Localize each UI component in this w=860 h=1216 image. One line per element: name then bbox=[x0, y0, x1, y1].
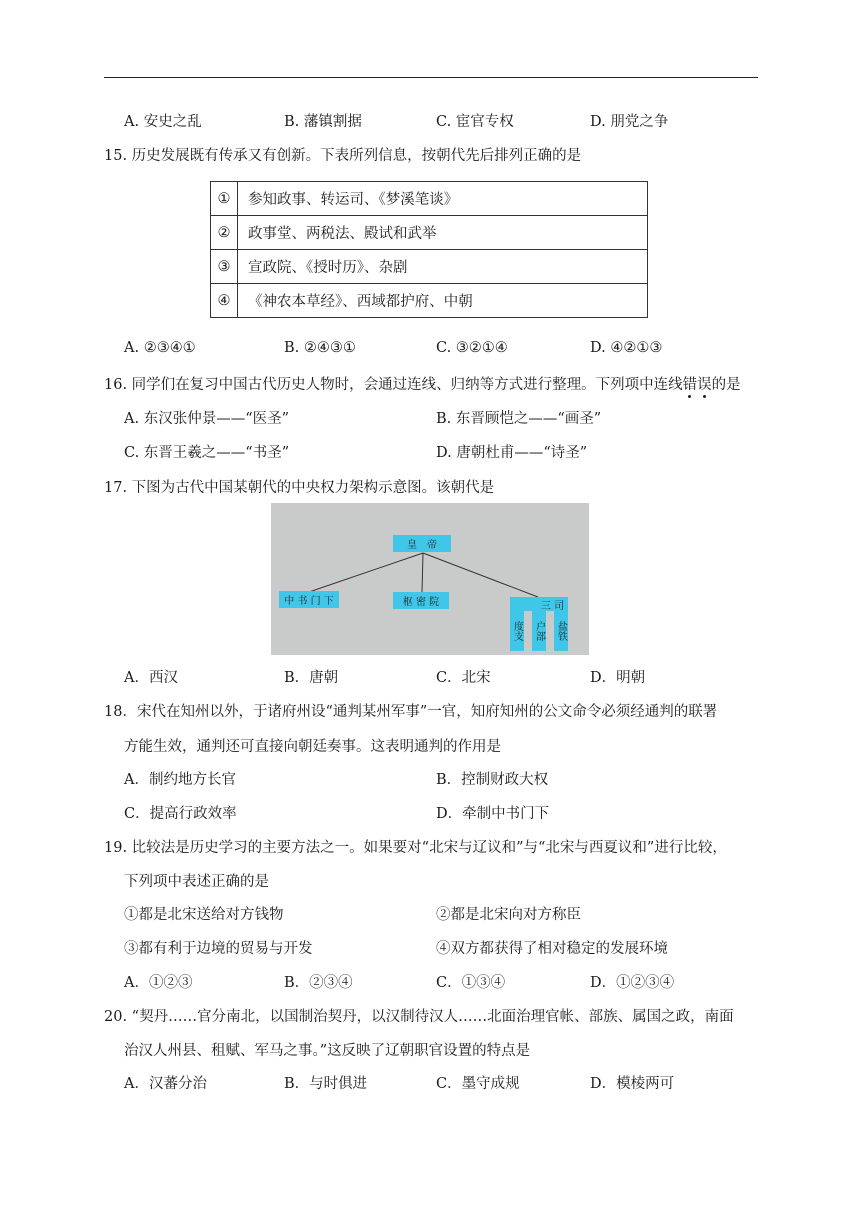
q14-option-b: B. 藩镇割据 bbox=[284, 114, 362, 130]
yantie-label: 盐铁 bbox=[555, 621, 567, 641]
table-cell-text: 参知政事、转运司、《梦溪笔谈》 bbox=[238, 182, 648, 216]
q16-stem-tail: 的是 bbox=[711, 377, 741, 393]
hubu-label: 户部 bbox=[533, 621, 545, 641]
duzhi-label: 度支 bbox=[511, 621, 523, 641]
zhongshu-menxia-box: 中 书 门 下 bbox=[279, 591, 339, 608]
q19-options bbox=[124, 971, 764, 993]
q19-option-c: C．①③④ bbox=[436, 975, 506, 991]
q18-option-a: A．制约地方长官 bbox=[124, 772, 236, 788]
q20-option-c: C．墨守成规 bbox=[436, 1076, 520, 1092]
q17-options bbox=[124, 666, 764, 688]
q18-option-d: D．牵制中书门下 bbox=[436, 806, 550, 822]
q20-stem-line1: 20. “契丹……官分南北，以国制治契丹，以汉制待汉人……北面治理官帐、部族、属国之政，南面 bbox=[104, 1009, 734, 1025]
table-cell-text: 宣政院、《授时历》、杂剧 bbox=[238, 250, 648, 284]
q15-table bbox=[210, 181, 648, 318]
q16-stem bbox=[104, 373, 741, 394]
q18-options-row1 bbox=[124, 768, 764, 790]
emphasis-char: 误 bbox=[697, 373, 712, 394]
q16-options-row1 bbox=[124, 407, 764, 429]
q15-stem: 15. 历史发展既有传承又有创新。下表所列信息，按朝代先后排列正确的是 bbox=[104, 148, 582, 164]
q18-stem-line1: 18．宋代在知州以外，于诸府州设“通判某州军事”一官，知府知州的公文命令必须经通判的联署 bbox=[104, 704, 718, 720]
hubu-box bbox=[532, 611, 546, 651]
q20-option-a: A．汉蕃分治 bbox=[124, 1076, 207, 1092]
q20-stem-line2: 治汉人州县、租赋、军马之事。”这反映了辽朝职官设置的特点是 bbox=[124, 1043, 531, 1059]
q19-option-b: B．②③④ bbox=[284, 975, 353, 991]
q15-option-b: B. ②④③① bbox=[284, 340, 356, 356]
q19-statement-4: ④双方都获得了相对稳定的发展环境 bbox=[436, 941, 668, 957]
q14-options bbox=[124, 110, 764, 132]
table-cell-num: ① bbox=[211, 182, 238, 216]
duzhi-box bbox=[510, 611, 524, 651]
q19-statement-3: ③都有利于边境的贸易与开发 bbox=[124, 941, 313, 957]
emperor-box: 皇 帝 bbox=[393, 535, 451, 552]
table-row bbox=[211, 250, 648, 284]
q15-option-c: C. ③②①④ bbox=[436, 340, 508, 356]
table-cell-num: ② bbox=[211, 216, 238, 250]
q16-option-c: C. 东晋王羲之——“书圣” bbox=[124, 445, 290, 461]
q19-statements-row2 bbox=[124, 937, 764, 959]
shumiyuan-box: 枢 密 院 bbox=[393, 592, 449, 609]
table-row bbox=[211, 216, 648, 250]
q17-option-d: D．明朝 bbox=[590, 670, 646, 686]
table-cell-num: ④ bbox=[211, 284, 238, 318]
q20-option-d: D．模棱两可 bbox=[590, 1076, 675, 1092]
q17-stem: 17. 下图为古代中国某朝代的中央权力架构示意图。该朝代是 bbox=[104, 480, 495, 496]
table-cell-text: 《神农本草经》、西域都护府、中朝 bbox=[238, 284, 648, 318]
q18-option-b: B．控制财政大权 bbox=[436, 772, 549, 788]
header-rule bbox=[104, 77, 758, 78]
q19-option-a: A．①②③ bbox=[124, 975, 193, 991]
q14-option-c: C. 宦官专权 bbox=[436, 114, 514, 130]
q18-stem-line2: 方能生效，通判还可直接向朝廷奏事。这表明通判的作用是 bbox=[124, 739, 501, 755]
q19-statements-row1 bbox=[124, 903, 764, 925]
q16-options-row2 bbox=[124, 441, 764, 463]
q14-option-a: A. 安史之乱 bbox=[124, 114, 202, 130]
yantie-box bbox=[554, 611, 568, 651]
q16-option-b: B. 东晋顾恺之——“画圣” bbox=[436, 411, 602, 427]
q16-stem-text: 16. 同学们在复习中国古代历史人物时，会通过连线、归纳等方式进行整理。下列项中连线 bbox=[104, 377, 683, 393]
sansi-box: 三 司 bbox=[510, 597, 568, 611]
table-cell-num: ③ bbox=[211, 250, 238, 284]
q18-options-row2 bbox=[124, 802, 764, 824]
q15-options bbox=[124, 340, 764, 362]
q19-statement-2: ②都是北宋向对方称臣 bbox=[436, 907, 581, 923]
q19-option-d: D．①②③④ bbox=[590, 975, 675, 991]
q17-option-c: C．北宋 bbox=[436, 670, 491, 686]
table-cell-text: 政事堂、两税法、殿试和武举 bbox=[238, 216, 648, 250]
q16-option-d: D. 唐朝杜甫——“诗圣” bbox=[436, 445, 588, 461]
table-row bbox=[211, 284, 648, 318]
q19-statement-1: ①都是北宋送给对方钱物 bbox=[124, 907, 284, 923]
q17-option-a: A．西汉 bbox=[124, 670, 178, 686]
power-structure-diagram bbox=[271, 503, 589, 655]
q16-option-a: A. 东汉张仲景——“医圣” bbox=[124, 411, 290, 427]
q20-options bbox=[124, 1072, 764, 1094]
q18-option-c: C．提高行政效率 bbox=[124, 806, 237, 822]
q15-option-d: D. ④②①③ bbox=[590, 340, 663, 356]
q14-option-d: D. 朋党之争 bbox=[590, 114, 669, 130]
q15-option-a: A. ②③④① bbox=[124, 340, 196, 356]
q19-stem-line1: 19. 比较法是历史学习的主要方法之一。如果要对“北宋与辽议和”与“北宋与西夏议和”进行比较， bbox=[104, 840, 727, 856]
q20-option-b: B．与时俱进 bbox=[284, 1076, 368, 1092]
table-row bbox=[211, 182, 648, 216]
emphasis-char: 错 bbox=[683, 373, 698, 394]
q17-option-b: B．唐朝 bbox=[284, 670, 339, 686]
q19-stem-line2: 下列项中表述正确的是 bbox=[124, 874, 269, 890]
